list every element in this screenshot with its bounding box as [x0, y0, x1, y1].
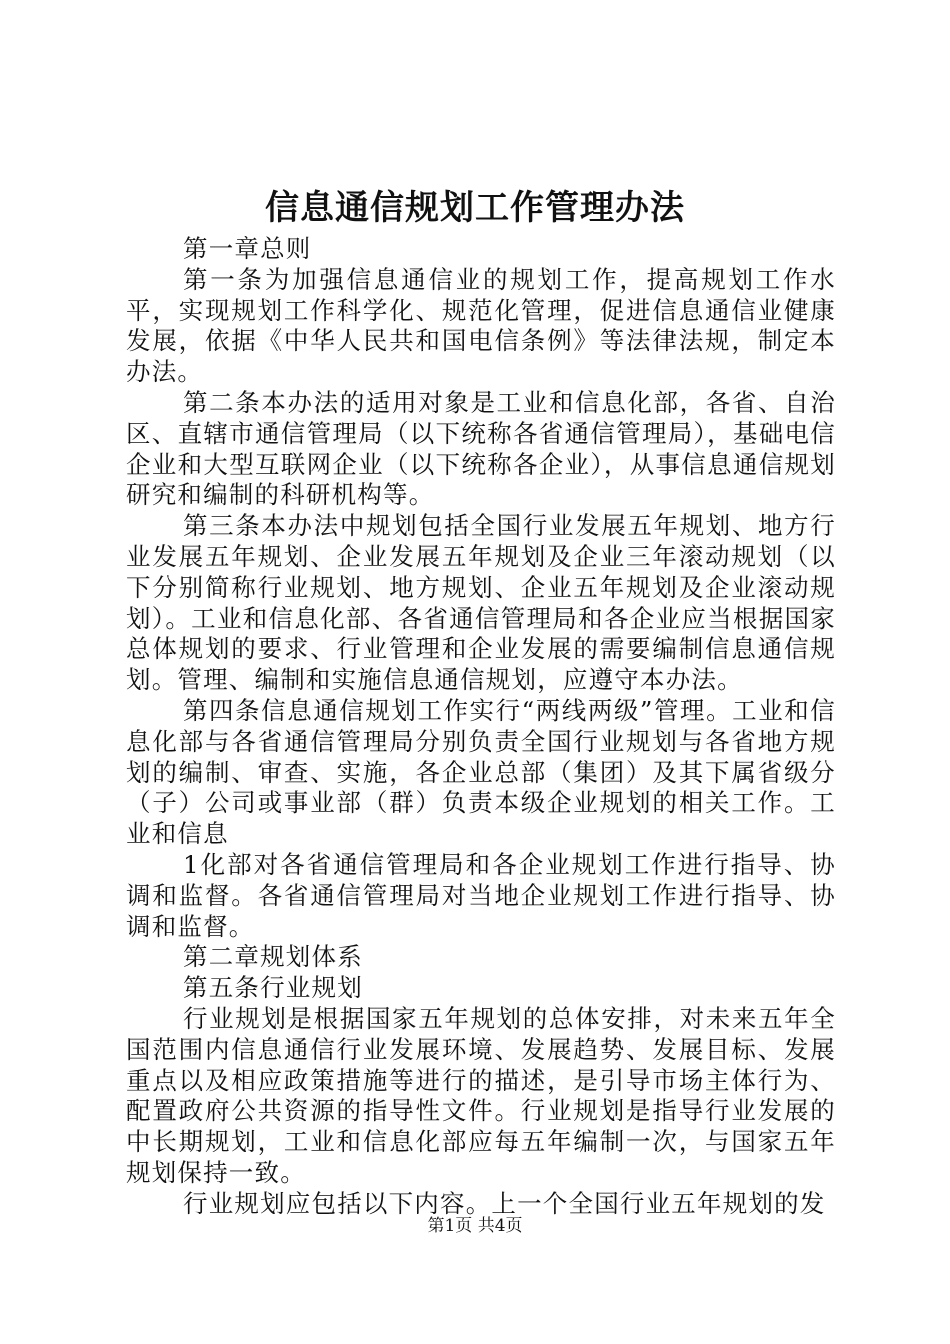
chapter-heading: 第二章规划体系 [183, 942, 363, 972]
article-heading: 第五条行业规划 [183, 973, 363, 1003]
article-paragraph: 1化部对各省通信管理局和各企业规划工作进行指导、协调和监督。各省通信管理局对当地企业规划工作进行指导、协调和监督。 [126, 849, 836, 941]
article-paragraph: 行业规划是根据国家五年规划的总体安排，对未来五年全国范围内信息通信行业发展环境、发展趋势、发展目标、发展重点以及相应政策措施等进行的描述，是引导市场主体行为、配置政府公共资源的指导性文件。行业规划是指导行业发展的中长期规划，工业和信息化部应每五年编制一次，与国家五年规划保持一致。 [126, 1003, 836, 1187]
article-paragraph: 行业规划应包括以下内容。上一个全国行业五年规划的发 [183, 1188, 826, 1218]
document-body [126, 234, 836, 1220]
page-number-footer: 第1页 共4页 [427, 1216, 523, 1236]
chapter-heading: 第一章总则 [183, 234, 312, 263]
article-paragraph: 第二条本办法的适用对象是工业和信息化部，各省、自治区、直辖市通信管理局（以下统称各省通信管理局），基础电信企业和大型互联网企业（以下统称各企业），从事信息通信规划研究和编制的科研机构等。 [126, 387, 836, 510]
article-paragraph: 第三条本办法中规划包括全国行业发展五年规划、地方行业发展五年规划、企业发展五年规划及企业三年滚动规划（以下分别简称行业规划、地方规划、企业五年规划及企业滚动规划）。工业和信息化部、各省通信管理局和各企业应当根据国家总体规划的要求、行业管理和企业发展的需要编制信息通信规划。管理、编制和实施信息通信规划，应遵守本办法。 [126, 511, 836, 695]
article-paragraph: 第一条为加强信息通信业的规划工作，提高规划工作水平，实现规划工作科学化、规范化管理，促进信息通信业健康发展，依据《中华人民共和国电信条例》等法律法规，制定本办法。 [126, 264, 836, 387]
article-paragraph: 第四条信息通信规划工作实行“两线两级”管理。工业和信息化部与各省通信管理局分别负责全国行业规划与各省地方规划的编制、审查、实施，各企业总部（集团）及其下属省级分（子）公司或事业部（群）负责本级企业规划的相关工作。工业和信息 [126, 695, 836, 849]
document-title: 信息通信规划工作管理办法 [265, 188, 685, 228]
